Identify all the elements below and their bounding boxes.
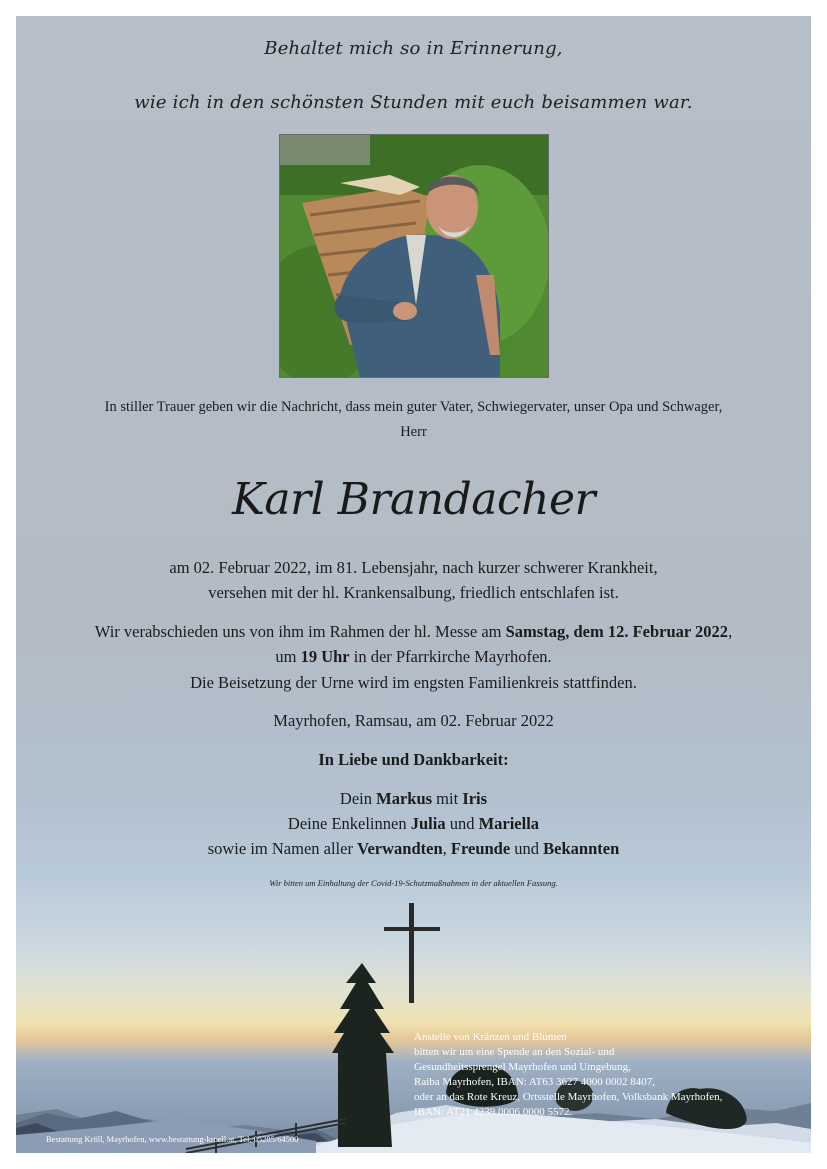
family-line-2: Deine Enkelinnen Julia und Mariella	[287, 814, 540, 833]
donation-line: Gesundheitssprengel Mayrhofen und Umgebung,	[414, 1061, 631, 1073]
verse-line-1: Behaltet mich so in Erinnerung,	[264, 38, 563, 59]
intro-line-1: In stiller Trauer geben wir die Nachricht, dass mein guter Vater, Schwiegervater, unser Opa und Schwager,	[104, 399, 723, 415]
deceased-name: Karl Brandacher	[231, 474, 596, 525]
death-line-2: versehen mit der hl. Krankensalbung, friedlich entschlafen ist.	[208, 583, 619, 602]
donation-line: bitten wir um eine Spende an den Sozial- und	[414, 1046, 615, 1058]
donation-line: Raiba Mayrhofen, IBAN: AT63 3627 4000 0002 8407,	[414, 1076, 656, 1088]
donation-line: Anstelle von Kränzen und Blumen	[414, 1031, 567, 1043]
mass-line-1: Wir verabschieden uns von ihm im Rahmen der hl. Messe am Samstag, dem 12. Februar 2022,	[94, 622, 733, 641]
covid-note: Wir bitten um Einhaltung der Covid-19-Schutzmaßnahmen in der aktuellen Fassung.	[269, 878, 558, 888]
mass-line-3: Die Beisetzung der Urne wird im engsten Familienkreis stattfinden.	[190, 673, 637, 692]
family-line-3: sowie im Namen aller Verwandten, Freunde und Bekannten	[207, 839, 620, 858]
donation-note	[414, 1030, 722, 1120]
portrait-photo	[279, 134, 549, 378]
place-date: Mayrhofen, Ramsau, am 02. Februar 2022	[273, 711, 554, 730]
mass-line-2: um 19 Uhr in der Pfarrkirche Mayrhofen.	[275, 647, 552, 666]
family-line-1: Dein Markus mit Iris	[339, 789, 488, 808]
closing-heading: In Liebe und Dankbarkeit:	[318, 750, 509, 769]
death-line-1: am 02. Februar 2022, im 81. Lebensjahr, nach kurzer schwerer Krankheit,	[169, 558, 658, 577]
verse-line-2: wie ich in den schönsten Stunden mit euch beisammen war.	[134, 92, 693, 113]
funeral-home-footer: Bestattung Kröll, Mayrhofen, www.bestattung-kroell.at, Tel. 05285/64500	[46, 1134, 299, 1144]
donation-line: IBAN: AT21 4239 0006 0000 5572.	[414, 1106, 573, 1118]
donation-line: oder an das Rote Kreuz, Ortsstelle Mayrhofen, Volksbank Mayrhofen,	[414, 1091, 723, 1103]
intro-line-2: Herr	[400, 424, 427, 440]
